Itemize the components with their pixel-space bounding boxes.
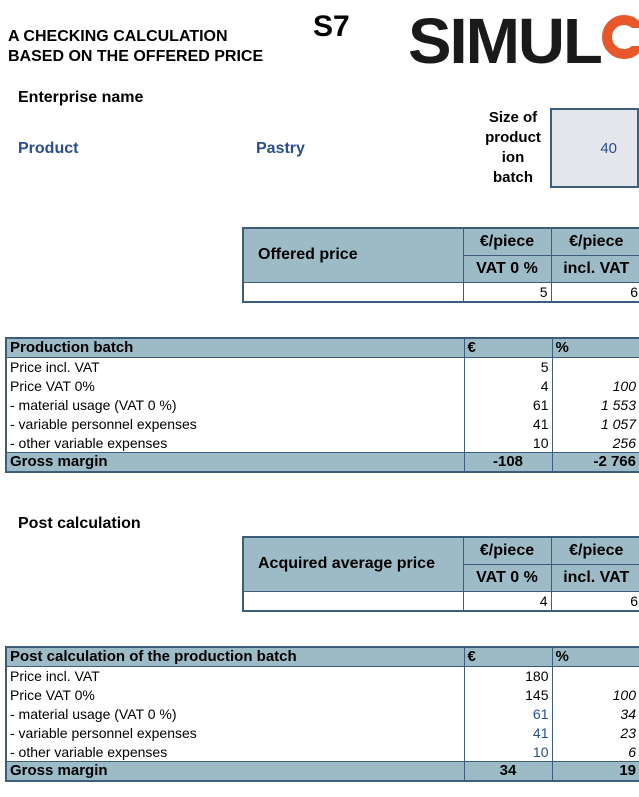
acquired-price-col2-line1: €/piece bbox=[551, 537, 639, 564]
enterprise-name-label: Enterprise name bbox=[18, 89, 144, 106]
post-batch-table bbox=[5, 646, 639, 782]
table-row bbox=[6, 396, 639, 415]
offered-price-col2-line2: incl. VAT bbox=[551, 255, 639, 282]
simulo-logo bbox=[405, 2, 639, 72]
row-pct: 1 553 bbox=[600, 397, 636, 413]
gross-margin-pct: -2 766 bbox=[552, 453, 639, 473]
row-eur: 41 bbox=[464, 415, 552, 434]
table-row bbox=[6, 415, 639, 434]
row-label: Price VAT 0% bbox=[6, 377, 464, 396]
production-batch-eur-header: € bbox=[464, 338, 552, 358]
batch-size-input[interactable] bbox=[550, 108, 639, 188]
row-label: Price incl. VAT bbox=[6, 358, 464, 377]
production-batch-pct-header: % bbox=[552, 338, 639, 358]
page-title: A CHECKING CALCULATION BASED ON THE OFFERED PRICE bbox=[8, 28, 264, 65]
table-row bbox=[6, 743, 639, 762]
post-calculation-label: Post calculation bbox=[18, 515, 141, 532]
offered-price-col1-line1: €/piece bbox=[463, 228, 551, 255]
row-label: Price VAT 0% bbox=[6, 686, 464, 705]
row-eur: 4 bbox=[464, 377, 552, 396]
row-label: - variable personnel expenses bbox=[6, 724, 464, 743]
row-pct: 23 bbox=[620, 725, 636, 741]
row-pct: 6 bbox=[628, 743, 636, 760]
row-eur: 61 bbox=[464, 396, 552, 415]
acquired-price-label: Acquired average price bbox=[243, 537, 463, 591]
row-pct: 100 bbox=[612, 687, 636, 703]
gross-margin-pct: 19 bbox=[552, 762, 639, 782]
row-eur: 5 bbox=[464, 358, 552, 377]
product-label: Product bbox=[18, 140, 79, 157]
row-eur: 145 bbox=[464, 686, 552, 705]
post-batch-eur-header: € bbox=[464, 647, 552, 667]
offered-price-vat0-value[interactable]: 5 bbox=[463, 282, 551, 302]
gross-margin-label: Gross margin bbox=[6, 453, 464, 473]
row-pct: 1 057 bbox=[600, 416, 636, 432]
production-batch-table bbox=[5, 337, 639, 473]
row-pct: 100 bbox=[612, 378, 636, 394]
logo-o-icon bbox=[601, 14, 639, 60]
row-eur: 180 bbox=[464, 667, 552, 686]
offered-price-table bbox=[242, 227, 639, 303]
row-label: - material usage (VAT 0 %) bbox=[6, 396, 464, 415]
batch-size-value: 40 bbox=[600, 139, 617, 157]
row-eur: 10 bbox=[464, 434, 552, 453]
table-row bbox=[6, 377, 639, 396]
offered-price-label: Offered price bbox=[243, 228, 463, 282]
row-label: - material usage (VAT 0 %) bbox=[6, 705, 464, 724]
row-label: Price incl. VAT bbox=[6, 667, 464, 686]
sheet-code: S7 bbox=[313, 10, 350, 43]
table-row bbox=[6, 705, 639, 724]
gross-margin-row bbox=[6, 453, 639, 473]
post-batch-title: Post calculation of the production batch bbox=[6, 647, 464, 667]
row-label: - variable personnel expenses bbox=[6, 415, 464, 434]
row-eur: 10 bbox=[464, 743, 552, 762]
gross-margin-label: Gross margin bbox=[6, 762, 464, 782]
gross-margin-eur: -108 bbox=[464, 453, 552, 473]
acquired-price-vat0-value[interactable]: 4 bbox=[463, 591, 551, 611]
offered-price-col2-line1: €/piece bbox=[551, 228, 639, 255]
offered-price-inclvat-value[interactable]: 6 bbox=[551, 282, 639, 302]
acquired-price-col1-line1: €/piece bbox=[463, 537, 551, 564]
table-row bbox=[6, 667, 639, 686]
row-pct bbox=[552, 358, 639, 377]
acquired-price-table bbox=[242, 536, 639, 612]
batch-size-label: Size of product ion batch bbox=[485, 109, 541, 186]
post-batch-pct-header: % bbox=[552, 647, 639, 667]
row-eur: 61 bbox=[464, 705, 552, 724]
offered-price-empty-cell bbox=[243, 282, 463, 302]
acquired-price-empty-cell bbox=[243, 591, 463, 611]
row-label: - other variable expenses bbox=[6, 743, 464, 762]
acquired-price-col2-line2: incl. VAT bbox=[551, 564, 639, 591]
product-value: Pastry bbox=[256, 140, 305, 157]
acquired-price-inclvat-value[interactable]: 6 bbox=[551, 591, 639, 611]
row-pct: 34 bbox=[620, 706, 636, 722]
row-pct: 256 bbox=[612, 434, 636, 451]
row-pct bbox=[552, 667, 639, 686]
logo-text: SIMUL bbox=[408, 5, 601, 72]
gross-margin-row bbox=[6, 762, 639, 782]
table-row bbox=[6, 358, 639, 377]
row-label: - other variable expenses bbox=[6, 434, 464, 453]
acquired-price-col1-line2: VAT 0 % bbox=[463, 564, 551, 591]
offered-price-col1-line2: VAT 0 % bbox=[463, 255, 551, 282]
table-row bbox=[6, 724, 639, 743]
table-row bbox=[6, 434, 639, 453]
row-eur: 41 bbox=[464, 724, 552, 743]
table-row bbox=[6, 686, 639, 705]
gross-margin-eur: 34 bbox=[464, 762, 552, 782]
production-batch-title: Production batch bbox=[6, 338, 464, 358]
